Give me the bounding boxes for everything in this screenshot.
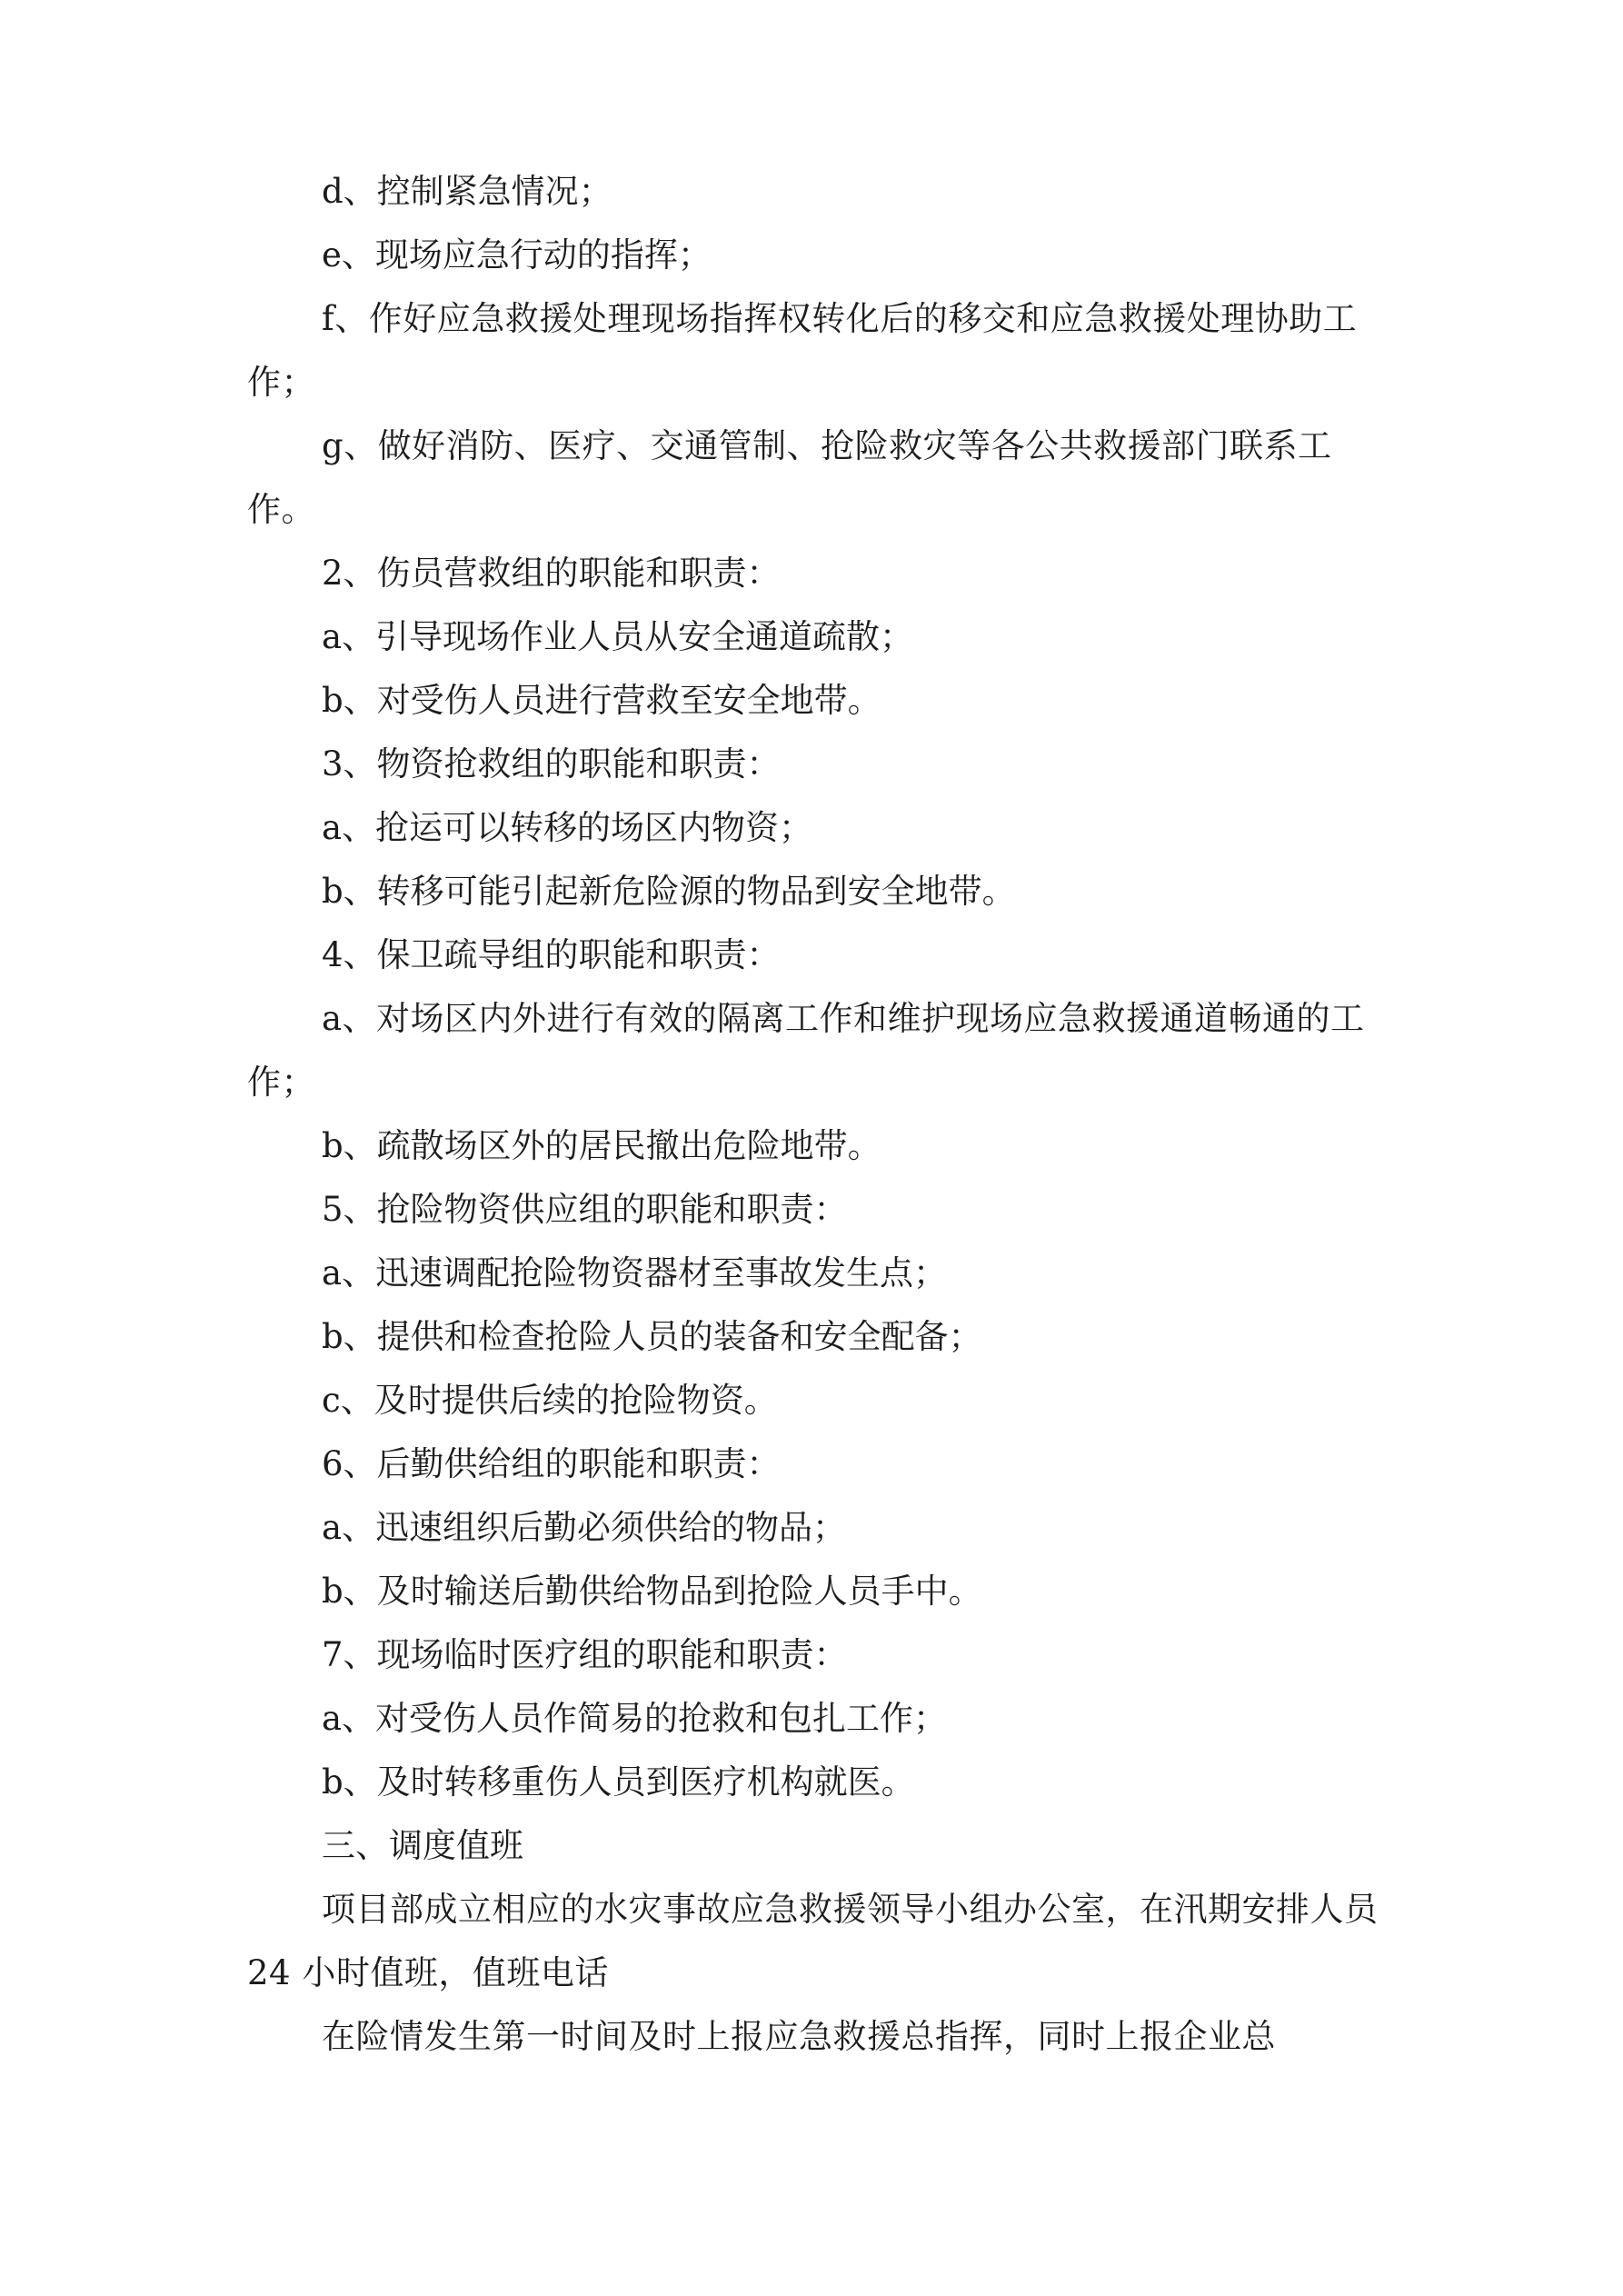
paragraph-supply-b: b、提供和检查抢险人员的装备和安全配备； xyxy=(322,1317,982,1356)
heading-supply-team: 5、抢险物资供应组的职能和职责： xyxy=(322,1190,848,1229)
paragraph-logistics-b: b、及时输送后勤供给物品到抢险人员手中。 xyxy=(322,1572,982,1611)
heading-rescue-team: 2、伤员营救组的职能和职责： xyxy=(322,554,781,593)
paragraph-duty-office: 项目部成立相应的水灾事故应急救援领导小组办公室，在汛期安排人员 24 小时值班，值班电话 xyxy=(247,1890,1379,1992)
document-body xyxy=(247,160,1383,2069)
heading-logistics-team: 6、后勤供给组的职能和职责： xyxy=(322,1444,781,1483)
paragraph-supply-c: c、及时提供后续的抢险物资。 xyxy=(322,1381,778,1420)
paragraph-supply-a: a、迅速调配抢险物资器材至事故发生点； xyxy=(322,1253,948,1293)
paragraph-medical-b: b、及时转移重伤人员到医疗机构就医。 xyxy=(322,1762,915,1802)
heading-materials-team: 3、物资抢救组的职能和职责： xyxy=(322,744,781,784)
paragraph-rescue-a: a、引导现场作业人员从安全通道疏散； xyxy=(322,617,914,656)
paragraph-materials-a: a、抢运可以转移的场区内物资； xyxy=(322,808,813,847)
section-heading-dispatch-duty: 三、调度值班 xyxy=(322,1826,523,1865)
heading-medical-team: 7、现场临时医疗组的职能和职责： xyxy=(322,1635,848,1674)
paragraph-materials-b: b、转移可能引起新危险源的物品到安全地带。 xyxy=(322,872,1016,911)
paragraph-security-b: b、疏散场区外的居民撤出危险地带。 xyxy=(322,1126,881,1165)
paragraph-logistics-a: a、迅速组织后勤必须供给的物品； xyxy=(322,1508,847,1547)
paragraph-g-liaison: g、做好消防、医疗、交通管制、抢险救灾等各公共救援部门联系工作。 xyxy=(247,426,1332,529)
paragraph-medical-a: a、对受伤人员作简易的抢救和包扎工作； xyxy=(322,1699,948,1738)
heading-security-team: 4、保卫疏导组的职能和职责： xyxy=(322,935,781,974)
paragraph-d-control: d、控制紧急情况； xyxy=(322,172,612,211)
paragraph-f-handover: f、作好应急救援处理现场指挥权转化后的移交和应急救援处理协助工作； xyxy=(247,299,1358,402)
paragraph-e-command: e、现场应急行动的指挥； xyxy=(322,235,712,275)
paragraph-security-a: a、对场区内外进行有效的隔离工作和维护现场应急救援通道畅通的工作； xyxy=(247,999,1365,1102)
paragraph-report: 在险情发生第一时间及时上报应急救援总指挥，同时上报企业总 xyxy=(322,2017,1276,2056)
paragraph-rescue-b: b、对受伤人员进行营救至安全地带。 xyxy=(322,681,881,720)
